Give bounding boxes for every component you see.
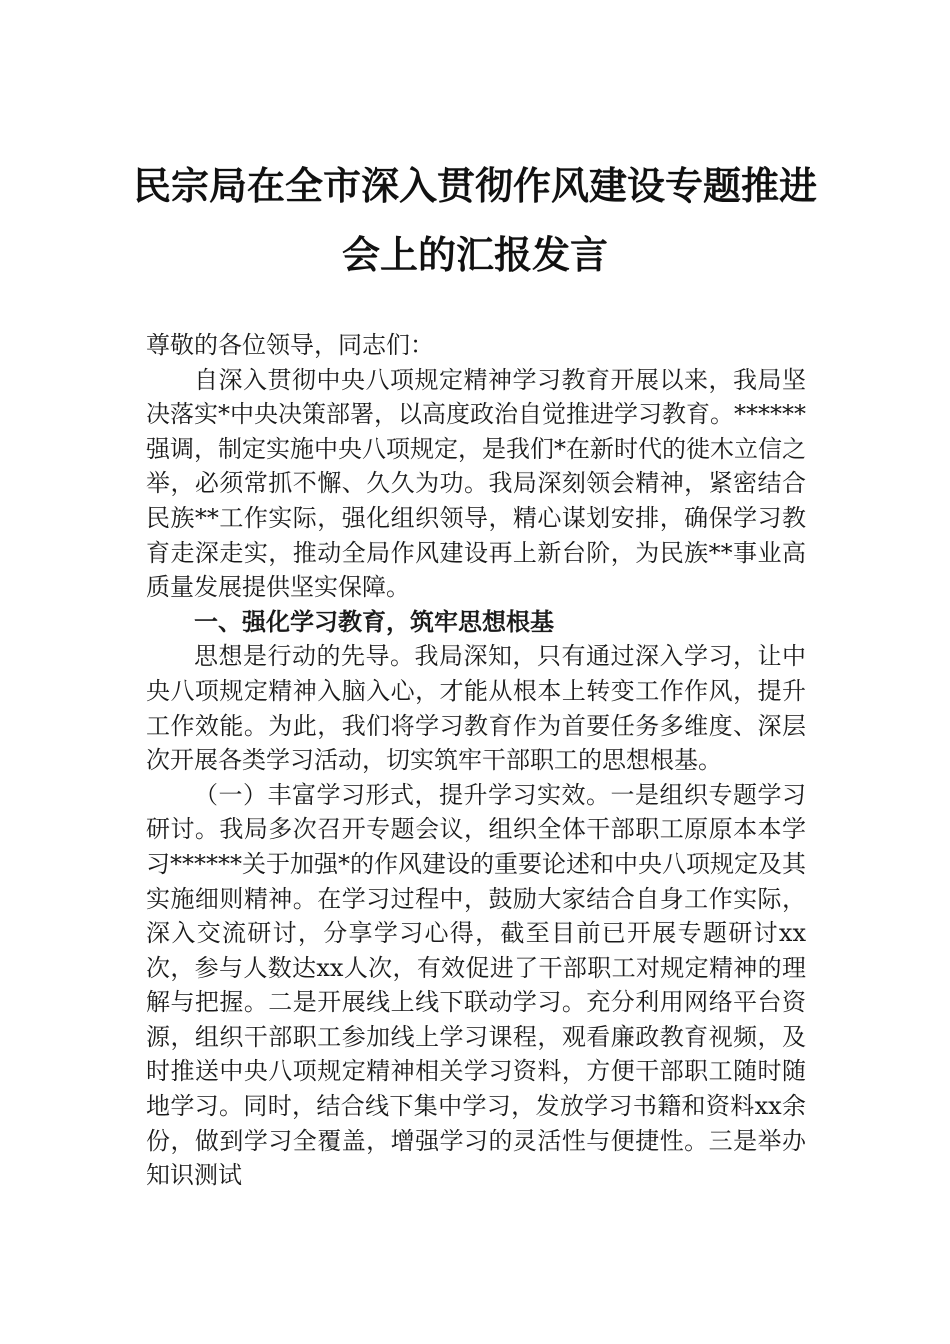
salutation: 尊敬的各位领导，同志们： — [146, 331, 434, 359]
section1-paragraph: 思想是行动的先导。我局深知，只有通过深入学习，让中央八项规定精神入脑入心，才能从根本上转变工作作风，提升工作效能。为此，我们将学习教育作为首要任务多维度、深层次开展各类学习活动，切实筑牢干部职工的思想根基。 — [146, 642, 806, 775]
subsection1-paragraph — [146, 778, 806, 1193]
document-title-line2: 会上的汇报发言 — [341, 232, 608, 277]
document-title-line1: 民宗局在全市深入贯彻作风建设专题推进 — [132, 163, 817, 208]
section-heading-1: 一、强化学习教育，筑牢思想根基 — [194, 607, 554, 636]
subsection1-text: 一是组织专题学习研讨。我局多次召开专题会议，组织全体干部职工原原本本学习******关于加强*的作风建设的重要论述和中央八项规定及其实施细则精神。在学习过程中，鼓励大家结合自身工作实际，深入交流研讨，分享学习心得，截至目前已开展专题研讨xx次，参与人数达xx人次，有效促进了干部职工对规定精神的理解与把握。二是开展线上线下联动学习。充分利用网络平台资源，组织干部职工参加线上学习课程，观看廉政教育视频，及时推送中央八项规定精神相关学习资料，方便干部职工随时随地学习。同时，结合线下集中学习，发放学习书籍和资料xx余份，做到学习全覆盖，增强学习的灵活性与便捷性。三是举办知识测试 — [146, 780, 806, 1190]
subsection-heading-1: （一）丰富学习形式，提升学习实效。 — [194, 780, 611, 809]
intro-paragraph: 自深入贯彻中央八项规定精神学习教育开展以来，我局坚决落实*中央决策部署，以高度政治自觉推进学习教育。******强调，制定实施中央八项规定，是我们*在新时代的徙木立信之举，必须常抓不懈、久久为功。我局深刻领会精神，紧密结合民族**工作实际，强化组织领导，精心谋划安排，确保学习教育走深走实，推动全局作风建设再上新台阶，为民族**事业高质量发展提供坚实保障。 — [146, 365, 806, 602]
document-body — [146, 328, 806, 1193]
